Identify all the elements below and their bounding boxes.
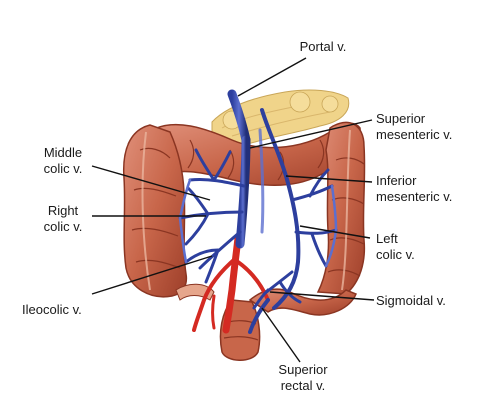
label-ileocolic-vein: Ileocolic v. bbox=[22, 302, 82, 317]
label-right-colic-vein: Right colic v. bbox=[43, 203, 83, 234]
label-portal-vein: Portal v. bbox=[299, 39, 347, 54]
label-superior-mesenteric-vein: Superior mesenteric v. bbox=[376, 111, 453, 142]
label-middle-colic-vein: Middle colic v. bbox=[43, 145, 83, 176]
label-sigmoidal-vein: Sigmoidal v. bbox=[376, 293, 446, 308]
leader-superior-rectal bbox=[262, 308, 300, 362]
label-left-colic-vein: Left colic v. bbox=[376, 231, 415, 262]
label-superior-rectal-vein: Superior rectal v. bbox=[278, 362, 328, 393]
label-inferior-mesenteric-vein: Inferior mesenteric v. bbox=[376, 173, 453, 204]
